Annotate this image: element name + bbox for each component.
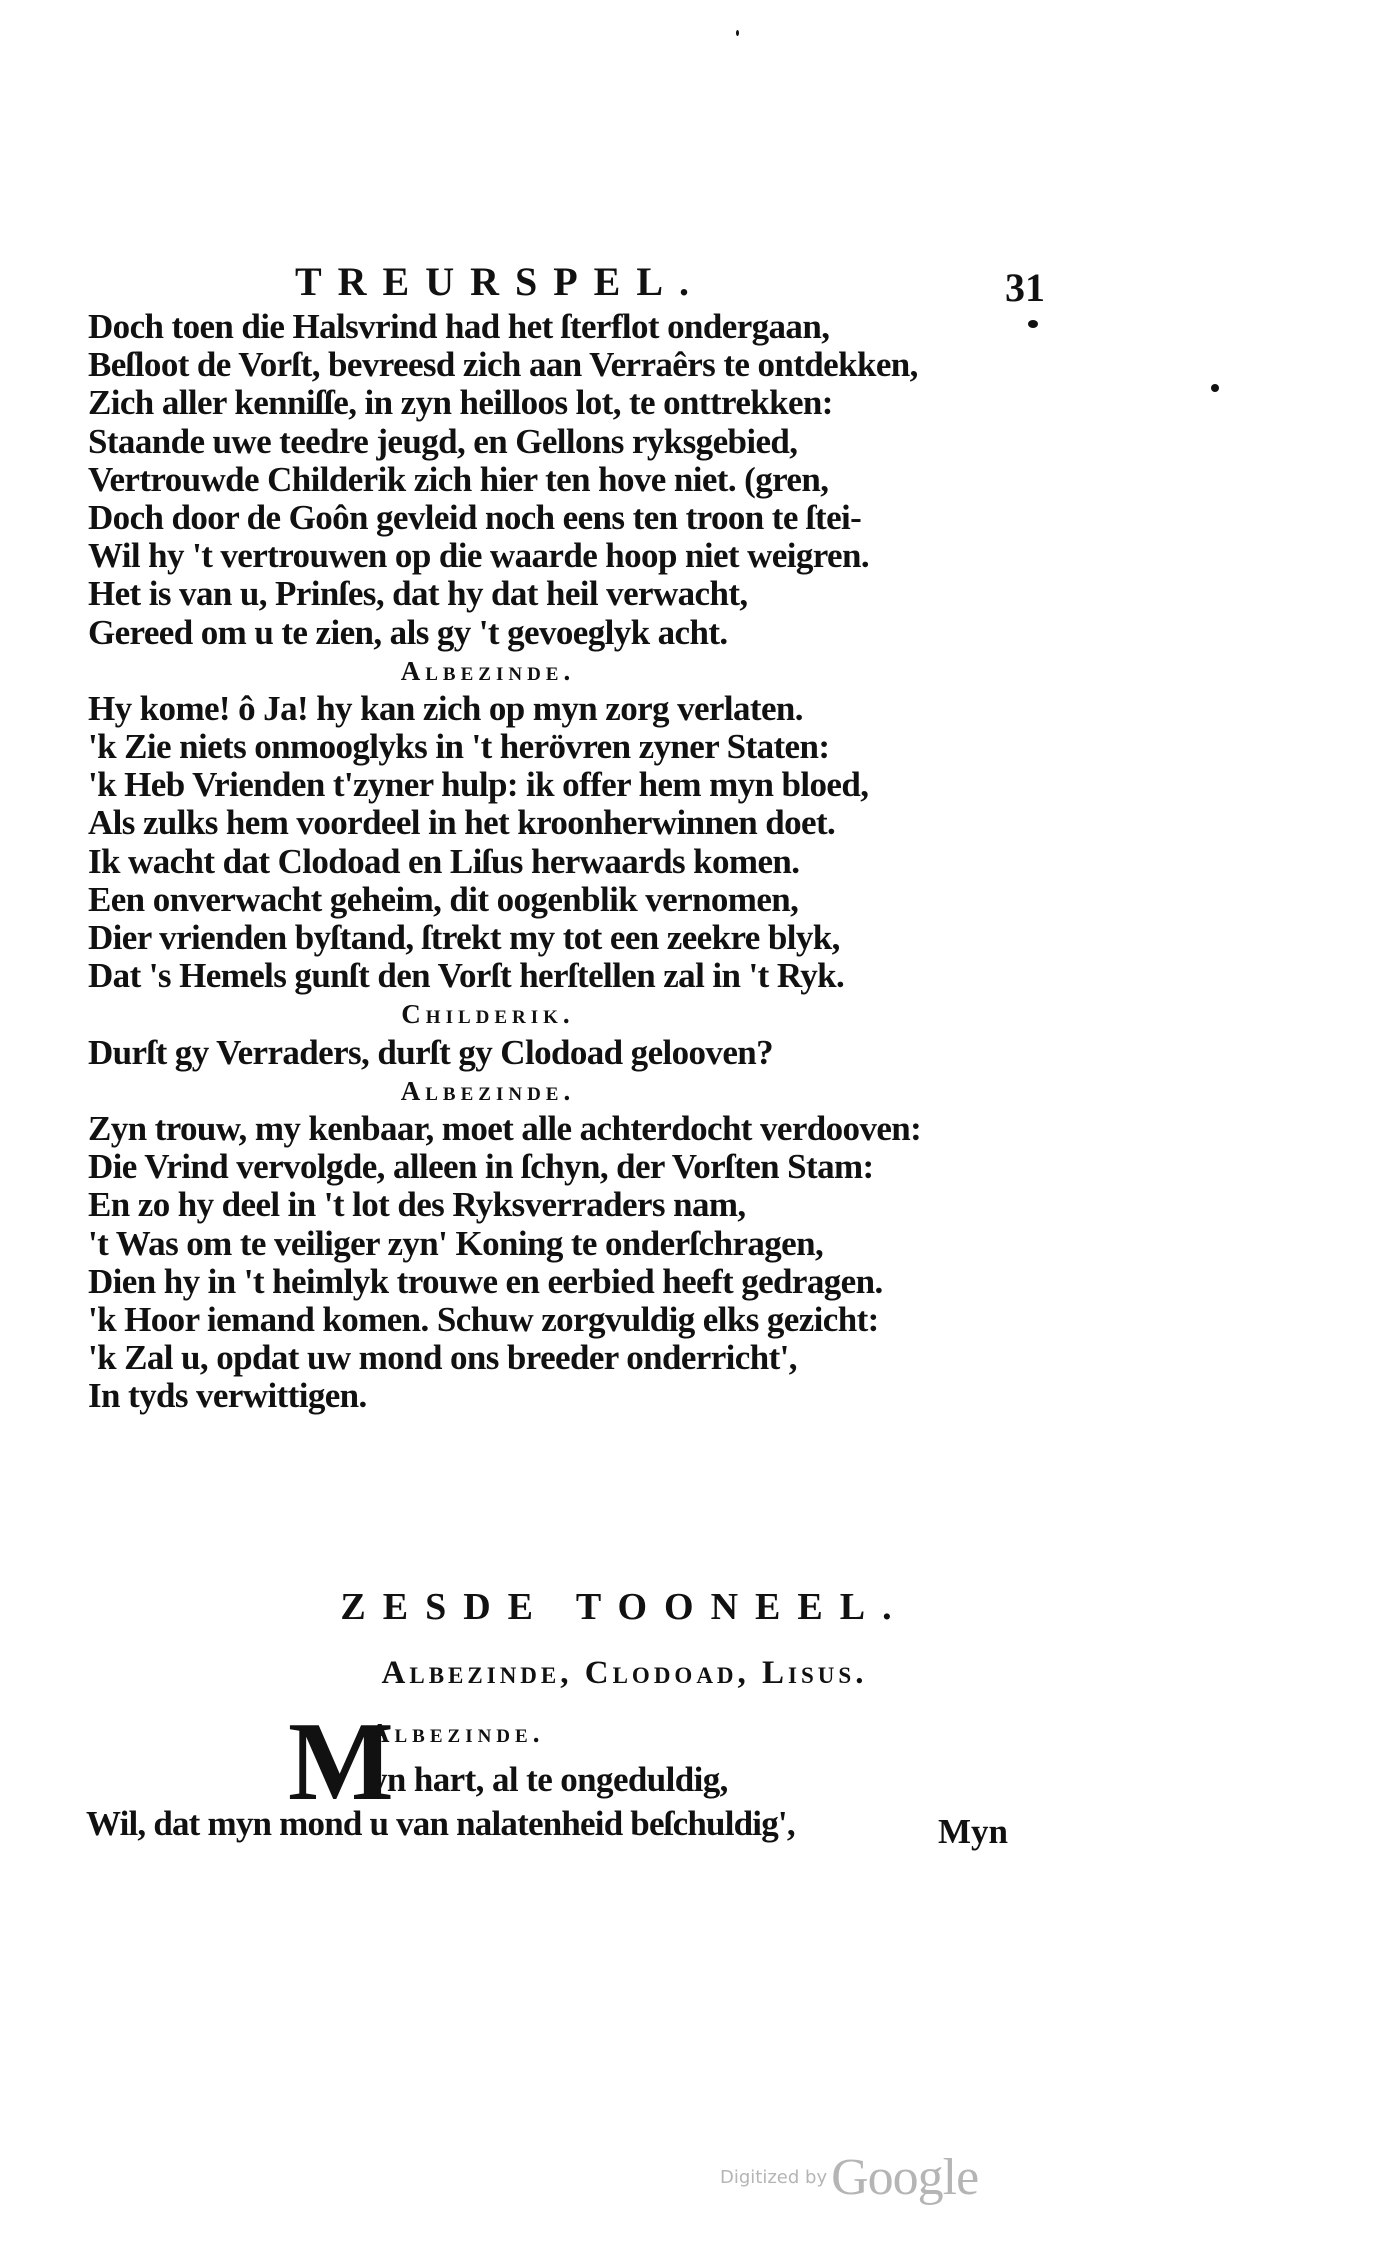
- ink-speck: [1028, 320, 1038, 328]
- verse-text-block: [88, 308, 1048, 1415]
- ink-speck: [736, 30, 739, 36]
- drop-cap-initial: M: [288, 1700, 394, 1824]
- speaker-name: Childerik.: [401, 999, 575, 1030]
- verse-line: Zyn trouw, my kenbaar, moet alle achterdocht verdooven:: [88, 1108, 922, 1148]
- verse-line: Wil, dat myn mond u van nalatenheid beſchuldig',: [86, 1804, 795, 1843]
- catchword: Myn: [938, 1812, 1008, 1851]
- watermark-prefix: Digitized by: [720, 2167, 828, 2188]
- verse-line: 't Was om te veiliger zyn' Koning te onderſchragen,: [88, 1223, 824, 1263]
- verse-line: Dier vrienden byſtand, ſtrekt my tot een zeekre blyk,: [88, 918, 840, 957]
- verse-line: In tyds verwittigen.: [88, 1376, 367, 1416]
- verse-line: Wil hy 't vertrouwen op die waarde hoop niet weigren.: [88, 536, 869, 576]
- verse-line: Ik wacht dat Clodoad en Liſus herwaards komen.: [88, 841, 800, 881]
- verse-line: 'k Hoor iemand komen. Schuw zorgvuldig elks gezicht:: [88, 1299, 879, 1339]
- verse-line: Gereed om u te zien, als gy 't gevoeglyk acht.: [88, 612, 728, 652]
- verse-line: yn hart, al te ongeduldig,: [370, 1760, 728, 1799]
- verse-line: Doch door de Goôn gevleid noch eens ten troon te ſtei-: [88, 497, 862, 537]
- running-head: [0, 258, 1399, 308]
- verse-line: Als zulks hem voordeel in het kroonherwinnen doet.: [88, 803, 836, 843]
- running-title: TREURSPEL.: [294, 259, 706, 304]
- verse-line: Dat 's Hemels gunſt den Vorſt herſtellen zal in 't Ryk.: [88, 956, 845, 996]
- speaker-name: Albezinde.: [370, 1718, 545, 1748]
- google-logo-text: Google: [831, 2149, 979, 2206]
- verse-line: Doch toen die Halsvrind had het ſterflot ondergaan,: [88, 307, 830, 346]
- verse-line: Vertrouwde Childerik zich hier ten hove niet. (gren,: [88, 459, 829, 499]
- verse-line: 'k Zie niets onmooglyks in 't herövren zyner Staten:: [88, 727, 830, 767]
- verse-line: Beſloot de Vorſt, bevreesd zich aan Verraêrs te ontdekken,: [88, 345, 918, 385]
- speaker-name: Albezinde.: [400, 655, 576, 686]
- verse-line: Durſt gy Verraders, durſt gy Clodoad gelooven?: [88, 1032, 774, 1072]
- scene-cast-list: Albezinde, Clodoad, Lisus.: [381, 1655, 868, 1691]
- verse-line: 'k Zal u, opdat uw mond ons breeder onderricht',: [88, 1338, 797, 1378]
- verse-line: Dien hy in 't heimlyk trouwe en eerbied heeft gedragen.: [88, 1261, 883, 1301]
- speaker-name: Albezinde.: [400, 1075, 576, 1106]
- verse-line: Een onverwacht geheim, dit oogenblik vernomen,: [88, 879, 799, 919]
- verse-line: Zich aller kenniſſe, in zyn heilloos lot, te onttrekken:: [88, 383, 833, 423]
- verse-line: 'k Heb Vrienden t'zyner hulp: ik offer hem myn bloed,: [88, 765, 869, 805]
- ink-speck: [1211, 384, 1219, 392]
- scene-title: ZESDE TOONEEL.: [340, 1586, 909, 1628]
- verse-line: Staande uwe teedre jeugd, en Gellons ryksgebied,: [88, 421, 798, 461]
- verse-line: Het is van u, Prinſes, dat hy dat heil verwacht,: [88, 574, 748, 614]
- verse-line: En zo hy deel in 't lot des Ryksverraders nam,: [88, 1185, 746, 1225]
- digitized-by-google-watermark: [720, 2148, 978, 2207]
- page-number: 31: [1005, 265, 1045, 310]
- verse-line: Die Vrind vervolgde, alleen in ſchyn, der Vorſten Stam:: [88, 1147, 874, 1187]
- verse-line: Hy kome! ô Ja! hy kan zich op myn zorg verlaten.: [88, 688, 803, 728]
